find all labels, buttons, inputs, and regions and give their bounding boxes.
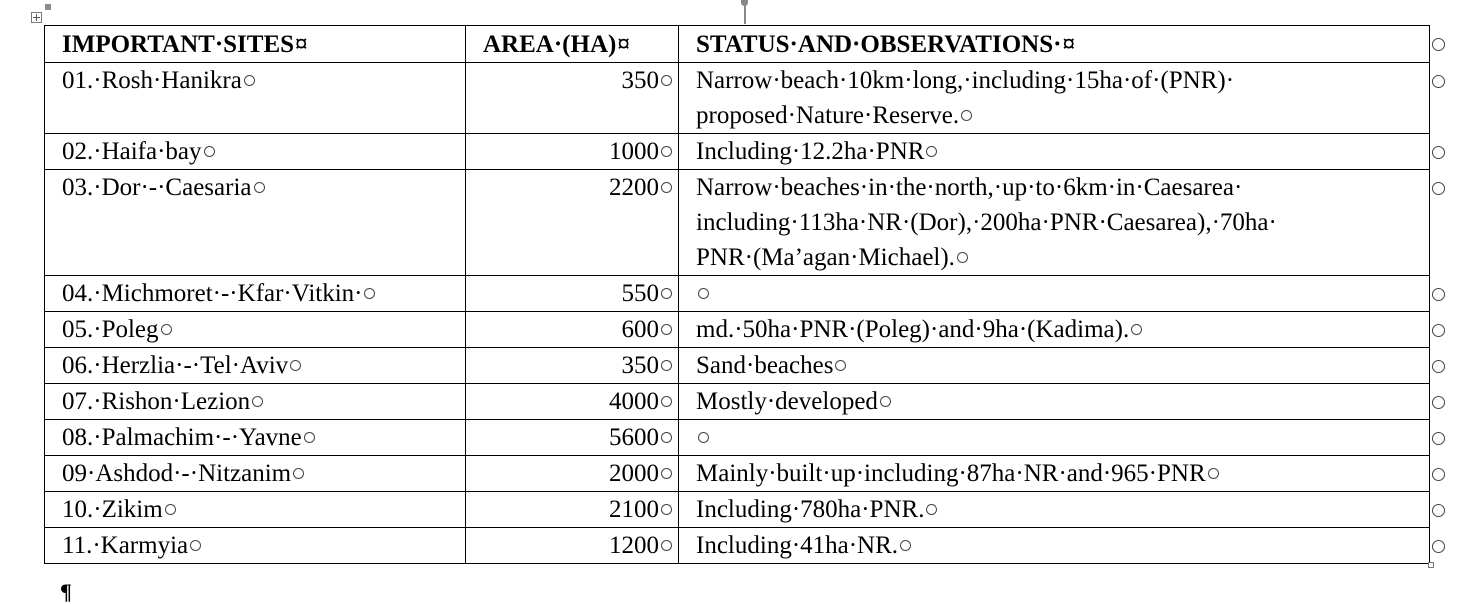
table-resize-icon[interactable]	[1428, 562, 1434, 568]
row-end-marker-icon	[1432, 146, 1445, 159]
status-cell[interactable]	[679, 134, 1430, 170]
cell-end-marker-icon	[161, 324, 172, 335]
table-row	[45, 170, 1430, 276]
row-end-marker-icon	[1432, 38, 1445, 51]
site-cell-text: 05.·Poleg	[62, 316, 159, 343]
status-cell-text: Including·12.2ha·PNR	[696, 138, 925, 165]
area-cell-text: 4000	[609, 388, 659, 415]
table-row	[45, 63, 1430, 134]
cell-end-marker-icon	[304, 432, 315, 443]
row-end-marker-icon	[1432, 75, 1445, 88]
site-cell[interactable]	[45, 456, 466, 492]
table-row	[45, 420, 1430, 456]
paragraph-marker-icon	[741, 0, 748, 6]
cell-end-marker-icon	[698, 432, 709, 443]
table-move-icon[interactable]	[31, 12, 42, 23]
area-cell-text: 2000	[609, 460, 659, 487]
cell-end-marker-icon	[254, 182, 265, 193]
header-sites[interactable]	[45, 26, 466, 63]
area-cell-text: 350	[621, 67, 659, 94]
row-end-marker-icon	[1432, 360, 1445, 373]
cell-end-marker-icon	[364, 288, 375, 299]
area-cell[interactable]	[466, 384, 679, 420]
table-row	[45, 348, 1430, 384]
status-cell[interactable]	[679, 312, 1430, 348]
area-cell[interactable]	[466, 170, 679, 276]
row-end-marker-icon	[1432, 540, 1445, 553]
area-cell[interactable]	[466, 420, 679, 456]
cell-end-marker-icon	[661, 182, 672, 193]
cell-end-marker-icon	[252, 396, 263, 407]
cell-end-marker-icon	[661, 75, 672, 86]
header-label: STATUS·AND·OBSERVATIONS·	[696, 31, 1062, 58]
area-cell-text: 550	[621, 280, 659, 307]
cell-end-marker-icon	[661, 396, 672, 407]
table-row	[45, 276, 1430, 312]
site-cell-text: 04.·Michmoret·-·Kfar·Vitkin·	[62, 280, 363, 307]
status-cell-text: Narrow·beaches·in·the·north,·up·to·6km·in·Caesarea· including·113ha·NR·(Dor),·200ha·PNR·Caesarea),·70ha· PNR·(Ma’agan·Michael).	[696, 174, 1277, 271]
status-cell-text: md.·50ha·PNR·(Poleg)·and·9ha·(Kadima).	[696, 316, 1130, 343]
area-cell[interactable]	[466, 456, 679, 492]
area-cell-text: 1000	[609, 138, 659, 165]
row-end-marker-icon	[1432, 182, 1445, 195]
cell-end-marker-icon	[698, 288, 709, 299]
paragraph-mark: ¶	[60, 579, 72, 604]
status-cell-text: Mainly·built·up·including·87ha·NR·and·965·PNR	[696, 460, 1206, 487]
cell-end-marker-icon	[165, 504, 176, 515]
area-cell[interactable]	[466, 528, 679, 564]
row-end-marker-icon	[1432, 504, 1445, 517]
table-row	[45, 384, 1430, 420]
cell-end-marker-icon	[1131, 324, 1142, 335]
site-cell-text: 02.·Haifa·bay	[62, 138, 202, 165]
site-cell[interactable]	[45, 420, 466, 456]
table-row	[45, 312, 1430, 348]
area-cell-text: 600	[621, 316, 659, 343]
cell-end-marker-icon	[661, 324, 672, 335]
cell-end-marker-icon	[926, 146, 937, 157]
status-cell[interactable]	[679, 384, 1430, 420]
cell-end-marker-icon	[293, 468, 304, 479]
row-end-marker-icon	[1432, 396, 1445, 409]
table-row	[45, 134, 1430, 170]
margin-marker	[45, 4, 51, 10]
status-cell[interactable]	[679, 276, 1430, 312]
header-label: IMPORTANT·SITES	[62, 31, 295, 58]
cell-end-marker-icon	[661, 288, 672, 299]
important-sites-table	[44, 25, 1430, 564]
site-cell[interactable]	[45, 312, 466, 348]
header-row	[45, 26, 1430, 63]
area-cell-text: 350	[621, 352, 659, 379]
site-cell[interactable]	[45, 528, 466, 564]
header-area[interactable]	[466, 26, 679, 63]
cell-end-marker-icon: ¤	[1062, 31, 1075, 58]
status-cell[interactable]	[679, 170, 1430, 276]
status-cell-text: Mostly·developed	[696, 388, 878, 415]
status-cell[interactable]	[679, 348, 1430, 384]
status-cell-text: Narrow·beach·10km·long,·including·15ha·of·(PNR)· proposed·Nature·Reserve.	[696, 67, 1235, 129]
row-end-marker-icon	[1432, 468, 1445, 481]
row-end-marker-icon	[1432, 324, 1445, 337]
cell-end-marker-icon	[661, 432, 672, 443]
cell-end-marker-icon	[880, 396, 891, 407]
cell-end-marker-icon	[957, 252, 968, 263]
cell-end-marker-icon	[1208, 468, 1219, 479]
site-cell[interactable]	[45, 384, 466, 420]
site-cell-text: 07.·Rishon·Lezion	[62, 388, 251, 415]
cell-end-marker-icon	[661, 468, 672, 479]
table-row	[45, 492, 1430, 528]
status-cell[interactable]	[679, 456, 1430, 492]
area-cell-text: 2200	[609, 174, 659, 201]
row-end-marker-icon	[1432, 288, 1445, 301]
cell-end-marker-icon	[926, 504, 937, 515]
area-cell[interactable]	[466, 312, 679, 348]
site-cell[interactable]	[45, 63, 466, 134]
site-cell-text: 06.·Herzlia·-·Tel·Aviv	[62, 352, 289, 379]
header-label: AREA·(HA)	[483, 31, 617, 58]
status-cell[interactable]	[679, 420, 1430, 456]
area-cell[interactable]	[466, 492, 679, 528]
area-cell[interactable]	[466, 276, 679, 312]
cell-end-marker-icon	[961, 110, 972, 121]
cell-end-marker-icon	[190, 540, 201, 551]
table-row	[45, 456, 1430, 492]
status-cell[interactable]	[679, 63, 1430, 134]
area-cell-text: 2100	[609, 496, 659, 523]
row-end-marker-icon	[1432, 432, 1445, 445]
area-cell-text: 5600	[609, 424, 659, 451]
cell-end-marker-icon	[661, 504, 672, 515]
site-cell[interactable]	[45, 134, 466, 170]
site-cell[interactable]	[45, 170, 466, 276]
cell-end-marker-icon	[204, 146, 215, 157]
site-cell[interactable]	[45, 276, 466, 312]
status-cell[interactable]	[679, 492, 1430, 528]
area-cell[interactable]	[466, 348, 679, 384]
header-status[interactable]	[679, 26, 1430, 63]
site-cell-text: 10.·Zikim	[62, 496, 163, 523]
area-cell-text: 1200	[609, 532, 659, 559]
cell-end-marker-icon	[661, 540, 672, 551]
cell-end-marker-icon: ¤	[617, 31, 630, 58]
status-cell-text: Including·41ha·NR.	[696, 532, 899, 559]
cell-end-marker-icon: ¤	[295, 31, 308, 58]
status-cell[interactable]	[679, 528, 1430, 564]
cell-end-marker-icon	[290, 360, 301, 371]
site-cell-text: 11.·Karmyia	[62, 532, 189, 559]
cell-end-marker-icon	[661, 360, 672, 371]
site-cell-text: 08.·Palmachim·-·Yavne	[62, 424, 302, 451]
cell-end-marker-icon	[661, 146, 672, 157]
site-cell[interactable]	[45, 492, 466, 528]
cell-end-marker-icon	[900, 540, 911, 551]
site-cell-text: 01.·Rosh·Hanikra	[62, 67, 242, 94]
status-cell-text: Sand·beaches	[696, 352, 834, 379]
table-row	[45, 528, 1430, 564]
cell-end-marker-icon	[835, 360, 846, 371]
site-cell[interactable]	[45, 348, 466, 384]
site-cell-text: 09·Ashdod·-·Nitzanim	[62, 460, 292, 487]
cell-end-marker-icon	[244, 75, 255, 86]
site-cell-text: 03.·Dor·-·Caesaria	[62, 174, 252, 201]
status-cell-text: Including·780ha·PNR.	[696, 496, 925, 523]
area-cell[interactable]	[466, 134, 679, 170]
area-cell[interactable]	[466, 63, 679, 134]
